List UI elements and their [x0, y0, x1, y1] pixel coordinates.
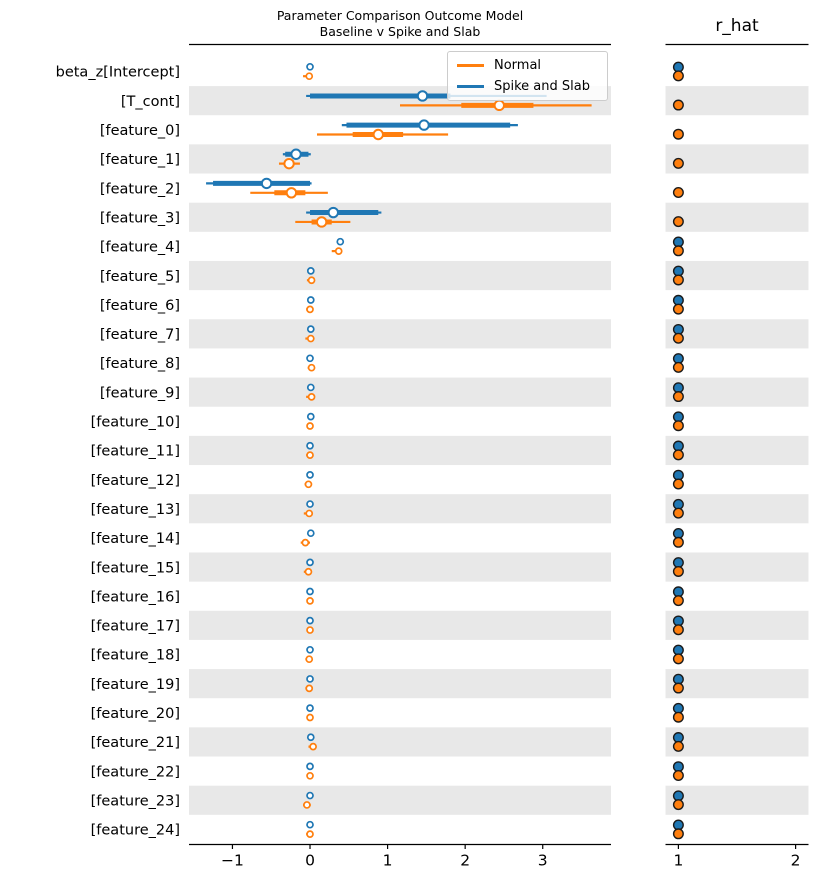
rhat-dot-normal — [674, 479, 684, 489]
legend-line-normal-icon — [457, 64, 484, 67]
legend-item-spike-and-slab — [457, 79, 597, 94]
rhat-dot-normal — [674, 742, 684, 752]
row-band-main — [189, 378, 611, 407]
legend — [447, 51, 608, 101]
x-tick-label-main: 3 — [537, 851, 548, 870]
median-marker-spike-slab — [308, 414, 314, 420]
rhat-dot-normal — [674, 129, 684, 139]
row-band-rhat — [666, 203, 809, 232]
median-marker-normal — [306, 73, 312, 79]
x-tick-label-rhat: 2 — [790, 851, 801, 870]
median-marker-normal — [495, 101, 504, 110]
row-label: [feature_10] — [90, 414, 180, 431]
rhat-dot-normal — [674, 392, 684, 402]
row-band-main — [189, 144, 611, 173]
median-marker-spike-slab — [307, 443, 313, 449]
row-band-rhat — [666, 786, 809, 815]
row-band-rhat — [666, 494, 809, 523]
median-marker-spike-slab — [307, 355, 313, 361]
x-tick-label-main: 1 — [382, 851, 393, 870]
median-marker-normal — [309, 277, 315, 283]
median-marker-normal — [287, 188, 296, 197]
median-marker-normal — [309, 394, 315, 400]
row-label: [feature_22] — [90, 764, 180, 781]
median-marker-spike-slab — [262, 179, 271, 188]
rhat-dot-normal — [674, 771, 684, 781]
median-marker-spike-slab — [307, 676, 313, 682]
row-label: [T_cont] — [120, 93, 180, 110]
median-marker-spike-slab — [307, 763, 313, 769]
legend-label-spike-and-slab: Spike and Slab — [494, 79, 590, 94]
rhat-dot-normal — [674, 246, 684, 256]
rhat-dot-normal — [674, 217, 684, 227]
main-plot-title-line1: Parameter Comparison Outcome Model — [276, 8, 524, 23]
rhat-dot-normal — [674, 421, 684, 431]
median-marker-spike-slab — [307, 793, 313, 799]
rhat-dot-normal — [674, 100, 684, 110]
row-label: [feature_19] — [90, 676, 180, 693]
median-marker-normal — [306, 685, 312, 691]
rhat-dot-normal — [674, 538, 684, 548]
row-label: [feature_13] — [90, 501, 180, 518]
rhat-dot-normal — [674, 363, 684, 373]
row-band-main — [189, 786, 611, 815]
median-marker-normal — [284, 159, 293, 168]
median-marker-normal — [302, 540, 308, 546]
row-label: [feature_5] — [99, 268, 180, 285]
median-marker-spike-slab — [307, 501, 313, 507]
row-band-rhat — [666, 669, 809, 698]
row-label: [feature_3] — [99, 210, 180, 227]
x-tick-label-main: −1 — [221, 851, 244, 870]
rhat-dot-normal — [674, 625, 684, 635]
median-marker-normal — [308, 336, 314, 342]
median-marker-normal — [310, 744, 316, 750]
row-label: [feature_21] — [90, 735, 180, 752]
rhat-dot-normal — [674, 567, 684, 577]
rhat-panel-title: r_hat — [715, 16, 759, 36]
median-marker-normal — [307, 773, 313, 779]
median-marker-spike-slab — [291, 150, 300, 159]
row-label: [feature_15] — [90, 560, 180, 577]
row-label: [feature_9] — [99, 385, 180, 402]
row-band-main — [189, 611, 611, 640]
median-marker-spike-slab — [308, 297, 314, 303]
median-marker-spike-slab — [308, 530, 314, 536]
rhat-dot-normal — [674, 188, 684, 198]
rhat-dot-normal — [674, 508, 684, 518]
median-marker-normal — [304, 802, 310, 808]
rhat-dot-normal — [674, 654, 684, 664]
median-marker-spike-slab — [308, 268, 314, 274]
row-band-rhat — [666, 378, 809, 407]
median-marker-normal — [374, 130, 383, 139]
row-label: [feature_12] — [90, 472, 180, 489]
row-label: [feature_18] — [90, 647, 180, 664]
legend-line-spike-and-slab-icon — [457, 85, 484, 88]
row-band-main — [189, 552, 611, 581]
row-label: [feature_17] — [90, 618, 180, 635]
main-plot-title-line2: Baseline v Spike and Slab — [319, 23, 481, 39]
row-band-main — [189, 669, 611, 698]
median-marker-normal — [336, 248, 342, 254]
row-band-main — [189, 203, 611, 232]
x-tick-label-main: 0 — [305, 851, 315, 870]
median-marker-spike-slab — [307, 822, 313, 828]
legend-label-normal: Normal — [494, 58, 542, 73]
median-marker-spike-slab — [308, 734, 314, 740]
row-band-main — [189, 494, 611, 523]
median-marker-spike-slab — [307, 705, 313, 711]
rhat-dot-normal — [674, 159, 684, 169]
rhat-dot-normal — [674, 71, 684, 81]
median-marker-normal — [307, 306, 313, 312]
row-label: [feature_8] — [99, 356, 180, 373]
rhat-dot-normal — [674, 800, 684, 810]
median-marker-spike-slab — [308, 384, 314, 390]
row-label: [feature_16] — [90, 589, 180, 606]
rhat-dot-normal — [674, 304, 684, 314]
rhat-dot-normal — [674, 596, 684, 606]
median-marker-spike-slab — [307, 472, 313, 478]
median-marker-spike-slab — [308, 326, 314, 332]
row-band-rhat — [666, 86, 809, 115]
row-band-rhat — [666, 261, 809, 290]
row-label: [feature_6] — [99, 297, 180, 314]
median-marker-spike-slab — [307, 618, 313, 624]
median-marker-normal — [307, 423, 313, 429]
rhat-dot-normal — [674, 333, 684, 343]
median-marker-normal — [307, 715, 313, 721]
row-band-main — [189, 727, 611, 756]
median-marker-normal — [309, 365, 315, 371]
median-marker-spike-slab — [329, 208, 338, 217]
row-label: [feature_0] — [99, 123, 180, 139]
x-tick-label-main: 2 — [460, 851, 471, 870]
median-marker-normal — [305, 481, 311, 487]
row-band-rhat — [666, 552, 809, 581]
row-band-rhat — [666, 144, 809, 173]
row-label: [feature_14] — [90, 531, 180, 548]
row-band-main — [189, 319, 611, 348]
row-band-rhat — [666, 727, 809, 756]
row-label: [feature_11] — [90, 443, 180, 460]
median-marker-normal — [307, 598, 313, 604]
row-label: beta_z[Intercept] — [55, 64, 180, 81]
median-marker-normal — [307, 831, 313, 837]
median-marker-spike-slab — [307, 589, 313, 595]
row-label: [feature_24] — [90, 822, 180, 839]
row-label: [feature_20] — [90, 706, 180, 722]
row-band-main — [189, 261, 611, 290]
median-marker-spike-slab — [307, 64, 313, 70]
median-marker-spike-slab — [307, 647, 313, 653]
row-band-rhat — [666, 319, 809, 348]
rhat-dot-normal — [674, 275, 684, 285]
row-band-main — [189, 436, 611, 465]
row-band-rhat — [666, 436, 809, 465]
legend-item-normal — [457, 58, 597, 73]
row-label: [feature_4] — [99, 239, 180, 256]
row-label: [feature_23] — [90, 793, 180, 810]
row-label: [feature_2] — [99, 181, 180, 198]
median-marker-normal — [306, 656, 312, 662]
median-marker-normal — [306, 510, 312, 516]
row-label: [feature_1] — [99, 152, 180, 169]
median-marker-normal — [307, 627, 313, 633]
row-band-rhat — [666, 611, 809, 640]
median-marker-normal — [305, 569, 311, 575]
median-marker-spike-slab — [337, 239, 343, 245]
rhat-dot-normal — [674, 450, 684, 460]
rhat-dot-normal — [674, 712, 684, 722]
rhat-dot-normal — [674, 829, 684, 839]
median-marker-spike-slab — [307, 559, 313, 565]
median-marker-spike-slab — [419, 120, 428, 129]
median-marker-spike-slab — [418, 91, 427, 100]
main-plot-title — [189, 8, 611, 39]
row-label: [feature_7] — [99, 327, 180, 344]
x-tick-label-rhat: 1 — [673, 851, 684, 870]
rhat-dot-normal — [674, 683, 684, 693]
median-marker-normal — [317, 217, 326, 226]
median-marker-normal — [307, 452, 313, 458]
